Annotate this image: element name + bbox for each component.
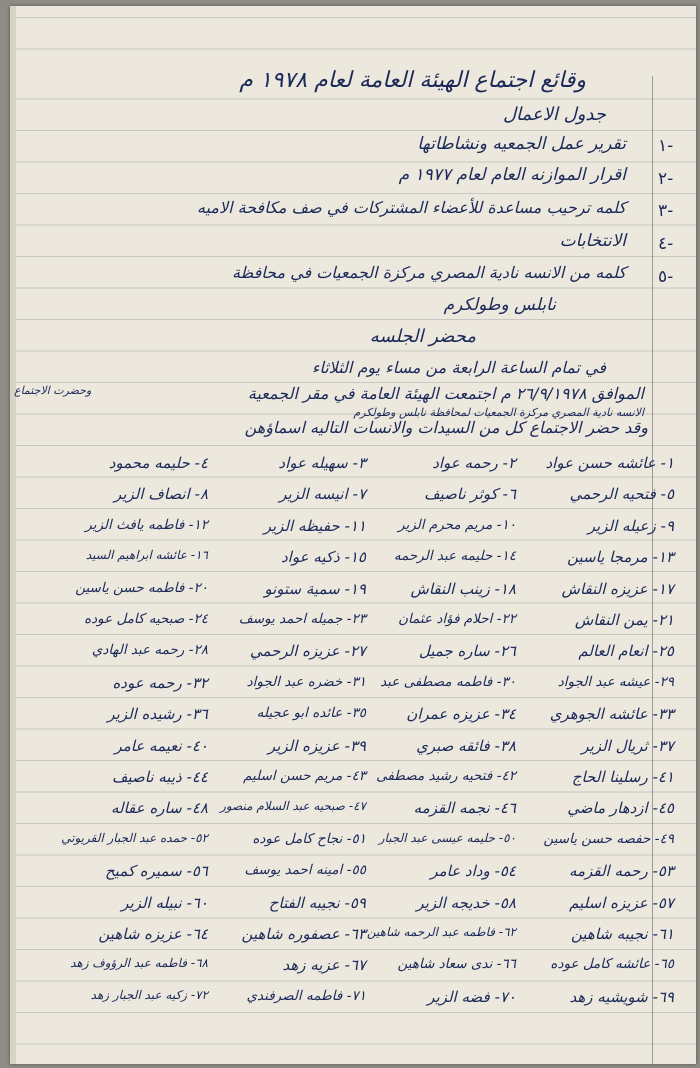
member-name: ٣٧- ثريال الزير: [581, 736, 674, 755]
member-name: ١١- حفيظه الزير: [263, 516, 366, 535]
member-name: ٥٥- امينه احمد يوسف: [244, 862, 366, 879]
member-name: ٥٢- حمده عبد الجبار القريوتي: [61, 830, 208, 845]
member-name: ٥٣- رحمه القزمه: [569, 862, 674, 881]
member-name: ٤٥- ازدهار ماضي: [567, 799, 674, 818]
member-name: ٣١- خضره عبد الجواد: [246, 673, 366, 690]
agenda-number: ٤-: [658, 234, 674, 254]
member-name: ٤٣- مريم حسن اسليم: [243, 768, 366, 784]
member-name: ٥٤- وداد عامر: [430, 862, 516, 881]
member-name: ٧٠- فضه الزير: [427, 987, 516, 1006]
member-name: ١٧- عزيزه النقاش: [561, 579, 674, 598]
member-name: ٤٩- حفصه حسن ياسين: [543, 830, 674, 847]
agenda-item: الانتخابات: [559, 231, 626, 251]
member-name: ٤٤- ذيبه ناصيف: [111, 768, 208, 786]
margin-line: [652, 76, 653, 1064]
member-name: ٥٦- سميره كميح: [105, 862, 208, 881]
member-name: ٤٧- صبحيه عبد السلام منصور: [220, 799, 366, 814]
agenda-number: ٢-: [658, 169, 674, 189]
member-name: ٣٣- عائشه الجوهري: [549, 705, 674, 724]
member-name: ١٤- حليمه عبد الرحمه: [393, 548, 516, 565]
member-name: ٣٦- رشيده الزير: [107, 705, 208, 724]
member-name: ٢٣- جميله احمد يوسف: [238, 611, 366, 627]
member-name: ٥٧- عزيزه اسليم: [569, 893, 674, 912]
member-name: ٣٥- عائده ابو عجيله: [256, 705, 366, 722]
member-name: ٢- رحمه عواد: [432, 454, 516, 472]
member-name: ٢٠- فاطمه حسن ياسين: [75, 579, 208, 596]
member-name: ٤- حليمه محمود: [108, 454, 208, 472]
agenda-item-continued: نابلس وطولكرم: [443, 295, 556, 315]
member-name: ٤٠- نعيمه عامر: [114, 736, 208, 755]
member-name: ٤٢- فتحيه رشيد مصطفى: [376, 768, 516, 784]
member-name: ٣- سهيله عواد: [278, 454, 366, 472]
member-name: ٦٣- عصفوره شاهين: [241, 925, 366, 943]
member-name: ١٥- ذكيه عواد: [280, 548, 366, 567]
member-name: ١٣- مرمجا ياسين: [567, 548, 674, 567]
member-name: ٤٨- ساره عقاله: [110, 799, 208, 818]
member-name: ٦- كوثر ناصيف: [424, 485, 516, 504]
member-name: ٣٢- رحمه عوده: [112, 673, 208, 692]
member-name: ٣٨- فائقه صبري: [416, 736, 516, 755]
member-name: ٦٨- فاطمه عبد الرؤوف زهد: [70, 956, 208, 971]
notebook-binding: [10, 6, 16, 1064]
minutes-line: وقد حضر الاجتماع كل من السيدات والانسات التاليه اسماؤهن: [244, 418, 648, 437]
member-name: ٨- انصاف الزير: [114, 485, 208, 504]
agenda-item: كلمه ترحيب مساعدة للأعضاء المشتركات في صف مكافحة الاميه: [197, 198, 626, 217]
member-name: ٣٠- فاطمه مصطفى عبد: [380, 673, 516, 690]
member-name: ٥٠- حليمه عيسى عبد الجبار: [378, 830, 516, 845]
member-name: ٦٠- نبيله الزير: [121, 893, 208, 912]
member-name: ١٩- سمية ستونو: [264, 579, 366, 598]
minutes-line: الموافق ٢٦/٩/١٩٧٨ م اجتمعت الهيئة العامة في مقر الجمعية: [247, 384, 644, 403]
member-name: ٢٨- رحمه عبد الهادي: [91, 642, 208, 659]
member-name: ٥١- نجاح كامل عوده: [252, 830, 366, 847]
member-name: ٥- فتحيه الرحمي: [569, 485, 674, 504]
minutes-line-insert: الانسه نادية المصري مركزة الجمعيات لمحافظة نابلس وطولكرم: [353, 406, 644, 419]
member-name: ٢٥- انعام العالم: [578, 642, 674, 661]
minutes-line: في تمام الساعة الرابعة من مساء يوم الثلاثاء: [311, 358, 606, 377]
agenda-number: ٣-: [658, 201, 674, 221]
member-name: ٩- زعيله الزير: [587, 516, 674, 535]
member-name: ٧٢- زكيه عبد الجبار زهد: [90, 987, 208, 1002]
agenda-number: ١-: [658, 136, 674, 156]
minutes-heading: محضر الجلسه: [369, 326, 476, 347]
member-name: ٤١- رسلينا الحاج: [571, 768, 674, 786]
member-name: ٦٥- عائشه كامل عوده: [550, 956, 674, 973]
member-name: ٢١- يمن النقاش: [574, 611, 674, 629]
member-name: ٢٦- ساره جميل: [418, 642, 516, 661]
member-name: ٦١- نجيبه شاهين: [570, 925, 674, 943]
agenda-number: ٥-: [658, 267, 674, 287]
member-name: ٢٤- صبحيه كامل عوده: [84, 611, 208, 627]
member-name: ٦٦- ندى سعاد شاهين: [397, 956, 516, 973]
member-name: ٢٢- احلام فؤاد عثمان: [398, 611, 516, 627]
member-name: ٢٩- عيشه عبد الجواد: [557, 673, 674, 690]
member-name: ١٢- فاطمه يافث الزير: [85, 516, 208, 533]
member-name: ٥٨- خديجه الزير: [416, 893, 516, 912]
member-name: ٥٩- نجيبه الفتاح: [268, 893, 366, 912]
member-name: ٦٤- عزيزه شاهين: [98, 925, 208, 943]
member-name: ٤٦- نجمه القزمه: [413, 799, 516, 818]
agenda-item: تقرير عمل الجمعيه ونشاطاتها: [417, 134, 626, 154]
document-title: وقائع اجتماع الهيئة العامة لعام ١٩٧٨ م: [239, 68, 586, 93]
member-name: ١٨- زينب النقاش: [410, 579, 516, 598]
member-name: ٦٧- عزيه زهد: [282, 956, 366, 975]
member-name: ٧- انيسه الزير: [279, 485, 366, 504]
margin-note: وحضرت الاجتماع: [14, 384, 92, 397]
member-name: ٦٢- فاطمه عبد الرحمه شاهين: [366, 925, 516, 939]
member-name: ١٦- عائشه ابراهيم السيد: [85, 548, 208, 563]
notebook-page: [10, 6, 696, 1064]
member-name: ٢٧- عزيزه الرحمي: [249, 642, 366, 661]
member-name: ٦٩- شويشيه زهد: [569, 987, 674, 1006]
agenda-heading: جدول الاعمال: [502, 104, 606, 125]
member-name: ٣٩- عزيزه الزير: [267, 736, 366, 755]
agenda-item: كلمه من الانسه نادية المصري مركزة الجمعيات في محافظة: [231, 263, 626, 282]
member-name: ٣٤- عزيزه عمران: [406, 705, 516, 724]
member-name: ٧١- فاطمه الصرفندي: [246, 987, 366, 1004]
member-name: ١٠- مريم محرم الزير: [398, 516, 516, 533]
agenda-item: اقرار الموازنه العام لعام ١٩٧٧ م: [398, 165, 626, 185]
member-name: ١- عائشه حسن عواد: [545, 454, 674, 472]
